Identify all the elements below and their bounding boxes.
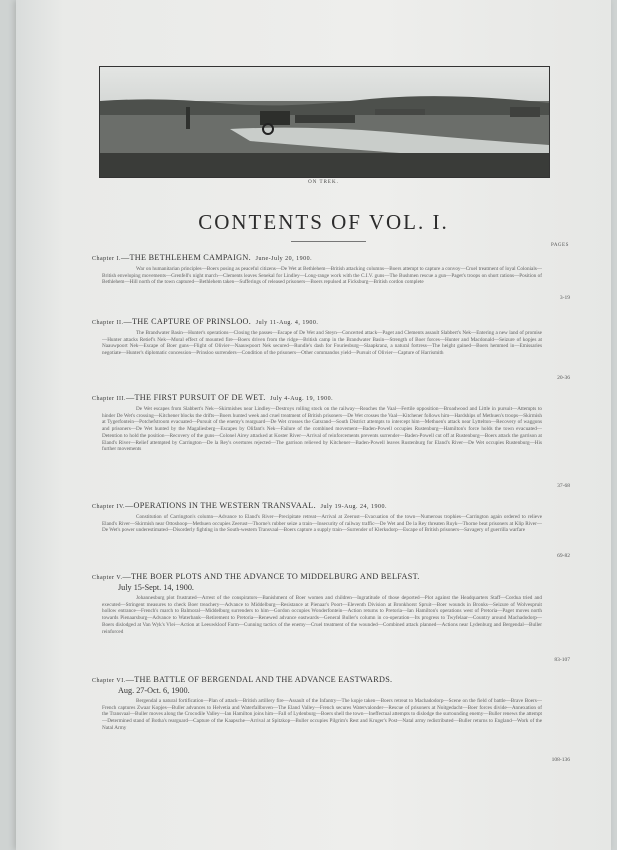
chapter-pages: 83-107 (554, 657, 570, 663)
title-divider (291, 241, 366, 242)
chapter-dates: July 4-Aug. 19, 1900. (270, 396, 334, 402)
chapter-dates: June-July 20, 1900. (255, 256, 313, 262)
chapter-title: —THE BETHLEHEM CAMPAIGN. (121, 253, 251, 262)
chapter-pages: 69-82 (557, 553, 570, 559)
chapter-synopsis: Johannesburg plot frustrated—Arrest of the conspirators—Banishment of Boer women and children—Ingratitude of those deported—Plot against the Headquarters Staff—Cordua tried and executed—Stringent measures to check Boer treachery—Advance to Middelburg—Resistance at Pienaar's Poort—Eleventh Division at Bronkhorst Spruit—Boer wounds in Bronks—Seizure of Wolvespruit hollow entrance—French's march to Balmoral—Middelburg surrenders to him—Gordon occupies Wonderfontein—Action returns to Pretoria—Ian Hamilton's operations west of Pretoria—Paget moves north towards Pienaarsburg—Advance to Waterbank—Retirement to Pretoria—Renewed advance eastwards—General Buller's column in co-operation—Its progress to Twyfelaar—Country around Machadodorp—Boers dislodged at Van Wyk's Vlei—Action at Leeuwkloof Farm—Cunning tactics of the enemy—Cruel treatment of the wounded—Combined attack planned—Actions near Lydenburg and Bergendal—Buller reinforced (102, 595, 542, 635)
chapter-entry (92, 501, 570, 561)
photo-caption: ON TREK. (308, 180, 339, 185)
chapter-title: —THE FIRST PURSUIT OF DE WET. (126, 393, 266, 402)
chapter-entry (92, 393, 570, 500)
chapter-label: Chapter III. (92, 396, 126, 402)
chapter-entry (92, 253, 570, 313)
chapter-synopsis: War on humanitarian principles—Boers posing as peaceful citizens—De Wet at Bethlehem—British attacking columns—Boers attempt to capture a convoy—Cruel treatment of loyal Colonials—British enveloping movements—Grenfell's night march—Clements leaves Senekal for Lindley—Long-range work with the C.I.V. guns—The Bushmen rescue a gun—Paget's troops on short rations—Position of Bethlehem—Hill north of the town captured—Bethlehem taken—Sufferings of released prisoners—Boers repulsed at Ficksburg—British cordon complete (102, 266, 542, 286)
chapter-synopsis: Constitution of Carrington's column—Advance to Eland's River—Precipitate retreat—Arrival at Zeerust—Evacuation of the town—Numerous trophies—Carrington again ordered to relieve Eland's River—Skirmish near Ottoshoop—Methuen occupies Zeerust—Thorne's rubber seize a train—Insecurity of railway traffic—De Wet and De la Rey threaten Ruyk—Thorne beat prisoners at Klip River—De Wet's power underestimated—Disorderly fighting in the South-western Transvaal—Boers capture a supply train—Surrender of Klerksdorp—Escape of British prisoners—Savagery of guerrilla warfare (102, 514, 542, 534)
chapter-heading (92, 253, 570, 264)
chapter-dates: July 19-Aug. 24, 1900. (320, 504, 387, 510)
pages-column-header: PAGES (551, 243, 569, 248)
chapter-title: —THE BOER PLOTS AND THE ADVANCE TO MIDDELBURG AND BELFAST. (122, 572, 420, 581)
frontispiece-photo (99, 66, 550, 178)
book-page (16, 0, 611, 850)
chapter-heading (92, 317, 570, 328)
chapter-synopsis: De Wet escapes from Slabbert's Nek—Skirmishes near Lindley—Destroys rolling stock on the railway—Reaches the Vaal—Fertile opposition—Broadwood and Little in pursuit—Attempts to hinder De Wet's crossing—Kitchener blocks the drifts—Boers hunted week and cruel treatment of British prisoners—De Wet crosses the Vaal—Kitchener follows him—Hardships of Methuen's troops—Skirmish at Tygerfontein—Potchefstroom evacuated—Pursuit of the enemy's rearguard—De Wet crosses the Gatsrand—South District attempts to intercept him—Methuen's attack near Lyttelton—Recovery of waggons and prisoners—De Wet hunted by the Magaliesberg—Escapes by Olifant's Nek—Failure of the combined movement—Baden-Powell occupies Rustenburg—Hamilton's force holds the town evacuated—Detention to hold the position—Recovery of the guns—Colonel Airey attacked at Koster River—Arrival of reinforcements prevents surrender—Baden-Powell cut off at Rustenburg—Boers attack the garrison at Eland's River—Relief attempted by Carrington—De la Rey's overtures rejected—The garrison relieved by Kitchener—Baden-Powell leaves Rustenburg for Eland's River—De Wet occupies Rustenburg—His further movements (102, 406, 542, 453)
chapter-pages: 20-36 (557, 375, 570, 381)
chapter-label: Chapter IV. (92, 504, 126, 510)
chapter-synopsis: The Brandwater Basin—Hunter's operations—Closing the passes—Escape of De Wet and Steyn—Concerted attack—Paget and Clements assault Slabbert's Nek—Entering a new land of promise—Hunter attacks Retief's Nek—Moral effect of mounted fire—Boers driven from the ridge—British camp in the Brandwater Basin—Strength of Boer forces—Hunter and Macdonald—Seizure of kopjes at Naauwpoort Nek—Escape of Boer guns—Flight of Olivier—Naauwpoort Nek secured—Rundle's dash for Fouriesburg—Slaapkranz, a natural fortress—The height gained—Boers hemmed in—Emissaries negotiate—Hunter's diplomatic concession—Prinsloo surrenders—Condition of the prisoners—Other commandos yield—Pursuit of Olivier—Capture of Harrismith (102, 330, 542, 357)
chapter-label: Chapter I. (92, 256, 121, 262)
chapter-label: Chapter VI. (92, 678, 126, 684)
chapter-dates: July 11-Aug. 4, 1900. (255, 320, 319, 326)
chapter-pages: 37-68 (557, 483, 570, 489)
chapter-entry (92, 675, 570, 765)
page-title: CONTENTS OF VOL. I. (198, 210, 449, 234)
chapter-entry (92, 572, 570, 669)
chapter-pages: 108-136 (551, 757, 570, 763)
chapter-heading (92, 393, 570, 404)
chapter-heading (92, 675, 570, 686)
chapter-title: —THE CAPTURE OF PRINSLOO. (123, 317, 252, 326)
chapter-dates: Aug. 27-Oct. 6, 1900. (118, 686, 190, 695)
chapter-title: —THE BATTLE OF BERGENDAL AND THE ADVANCE EASTWARDS. (125, 675, 393, 684)
chapter-title: —OPERATIONS IN THE WESTERN TRANSVAAL. (125, 501, 316, 510)
chapter-pages: 3-19 (559, 295, 570, 301)
chapter-synopsis: Bergendal a natural fortification—Plan of attack—British artillery fire—Assault of the Infantry—The kopje taken—Boers retreat to Machadodorp—Scene on the field of battle—Brave Boers—French captures Zwaar Kopjes—Buller advances to Helvetia and Waterfallboven—The Eland Valley—French secures Watervalonder—Rescue of prisoners at Noitgedacht—Boer forces divide—Annexation of the Transvaal—Buller moves along the Crocodile Valley—Ian Hamilton joins him—Fall of Lydenburg—Boers shell the town—Ineffectual attempts to dislodge the surrounding enemy—Buller renews the attempt—Determined stand of Botha's rearguard—Capture of the Kaapsche—Arrival at Spitzkop—Buller occupies Pilgrim's Rest and Kruger's Post—Natal army redistributed—Buller returns to England—Work of the Natal Army (102, 698, 542, 731)
chapter-dates: July 15-Sept. 14, 1900. (118, 583, 194, 592)
chapter-label: Chapter V. (92, 575, 123, 581)
chapter-heading (92, 572, 570, 583)
chapter-entry (92, 317, 570, 384)
ox-wagon-trek-image (100, 67, 549, 177)
chapter-heading (92, 501, 570, 512)
chapter-label: Chapter II. (92, 320, 124, 326)
